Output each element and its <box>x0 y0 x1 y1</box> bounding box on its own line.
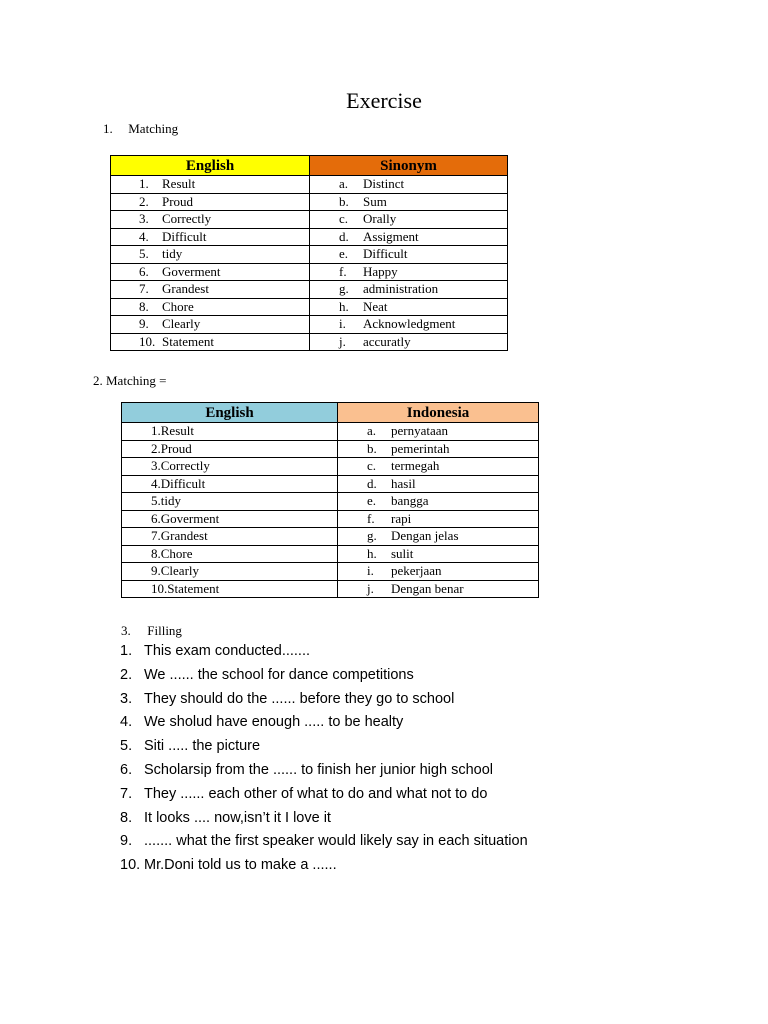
english-word: Difficult <box>162 228 207 244</box>
column-header-indonesia: Indonesia <box>338 403 539 423</box>
option-letter: c. <box>339 211 349 227</box>
english-word: Goverment <box>162 263 221 279</box>
item-number: 7. <box>120 785 133 802</box>
item-text: Scholarsip from the ...... to finish her junior high school <box>144 761 493 778</box>
english-word-cell <box>111 263 310 281</box>
item-number: 2. <box>139 193 149 209</box>
option-letter: i. <box>367 563 374 579</box>
synonym-word: Distinct <box>363 176 405 192</box>
table-row <box>111 176 508 194</box>
column-header-english: English <box>122 403 338 423</box>
table-row <box>122 475 539 493</box>
list-item <box>120 689 528 713</box>
item-number: 4. <box>139 228 149 244</box>
synonym-cell <box>310 316 508 334</box>
indonesian-cell <box>338 563 539 581</box>
english-word-cell <box>111 316 310 334</box>
option-letter: g. <box>367 528 377 544</box>
table-row <box>122 563 539 581</box>
list-item <box>120 641 528 665</box>
synonym-word: accuratly <box>363 333 411 349</box>
table-row <box>111 211 508 229</box>
page-title: Exercise <box>346 88 422 113</box>
option-letter: a. <box>339 176 349 192</box>
table-row <box>122 528 539 546</box>
option-letter: j. <box>367 580 374 596</box>
item-text: It looks .... now,isn’t it I love it <box>144 809 331 826</box>
item-number: 3. <box>120 690 133 707</box>
table-row <box>111 333 508 351</box>
english-word-cell <box>122 545 338 563</box>
english-word-cell <box>122 493 338 511</box>
table-row <box>122 493 539 511</box>
list-item <box>120 784 528 808</box>
item-number: 10. <box>120 857 141 874</box>
english-word: Proud <box>162 193 194 209</box>
english-word: tidy <box>162 246 183 262</box>
option-letter: d. <box>367 475 377 491</box>
item-text: Siti ..... the picture <box>144 738 261 755</box>
indonesian-cell <box>338 475 539 493</box>
table-row <box>111 263 508 281</box>
option-letter: h. <box>339 298 349 314</box>
item-text: This exam conducted....... <box>144 643 311 659</box>
indonesian-cell <box>338 440 539 458</box>
section-3-title: Filling <box>147 623 182 638</box>
item-text: We ...... the school for dance competitions <box>144 666 414 683</box>
option-letter: e. <box>367 493 377 509</box>
table-row <box>111 281 508 299</box>
translation-matching-table <box>121 402 539 598</box>
synonym-matching-table <box>110 155 508 351</box>
table-row <box>111 298 508 316</box>
list-item <box>120 665 528 689</box>
option-letter: b. <box>339 193 349 209</box>
english-word-cell <box>122 475 338 493</box>
list-item <box>120 808 528 832</box>
english-word: 7.Grandest <box>151 528 208 544</box>
filling-list <box>120 641 528 879</box>
indonesian-word: rapi <box>391 510 412 526</box>
option-letter: h. <box>367 545 377 561</box>
table-row <box>122 510 539 528</box>
section-1-number: 1. <box>103 121 113 136</box>
english-word-cell <box>122 458 338 476</box>
synonym-cell <box>310 263 508 281</box>
item-number: 7. <box>139 281 149 297</box>
english-word: 6.Goverment <box>151 510 220 526</box>
synonym-cell <box>310 193 508 211</box>
indonesian-word: hasil <box>391 475 416 491</box>
english-word: 2.Proud <box>151 440 192 456</box>
item-number: 8. <box>139 298 149 314</box>
table-row <box>122 545 539 563</box>
list-item <box>120 736 528 760</box>
item-text: Mr.Doni told us to make a ...... <box>144 857 337 874</box>
english-word: 8.Chore <box>151 545 193 561</box>
english-word-cell <box>111 211 310 229</box>
indonesian-word: Dengan jelas <box>391 528 459 544</box>
option-letter: f. <box>367 510 375 526</box>
option-letter: a. <box>367 423 377 439</box>
english-word: Clearly <box>162 316 201 332</box>
synonym-cell <box>310 176 508 194</box>
indonesian-cell <box>338 493 539 511</box>
english-word-cell <box>111 176 310 194</box>
option-letter: c. <box>367 458 377 474</box>
option-letter: i. <box>339 316 346 332</box>
item-number: 1. <box>120 643 133 659</box>
indonesian-word: pernyataan <box>391 423 449 439</box>
english-word-cell <box>111 193 310 211</box>
synonym-word: administration <box>363 281 439 297</box>
section-1-heading <box>103 121 178 137</box>
section-2-heading: 2. Matching = <box>93 373 167 388</box>
english-word-cell <box>111 246 310 264</box>
option-letter: g. <box>339 281 349 297</box>
indonesian-cell <box>338 510 539 528</box>
item-number: 9. <box>139 316 149 332</box>
table-row <box>122 580 539 598</box>
item-number: 8. <box>120 809 133 826</box>
synonym-word: Orally <box>363 211 397 227</box>
english-word: 1.Result <box>151 423 194 439</box>
english-word-cell <box>122 423 338 441</box>
option-letter: d. <box>339 228 349 244</box>
table-row <box>122 423 539 441</box>
english-word: Result <box>162 176 196 192</box>
item-number: 3. <box>139 211 149 227</box>
english-word: Grandest <box>162 281 209 297</box>
section-3-heading <box>121 623 182 639</box>
table-row <box>122 440 539 458</box>
indonesian-word: pekerjaan <box>391 563 442 579</box>
synonym-word: Sum <box>363 193 387 209</box>
english-word-cell <box>122 563 338 581</box>
table-row <box>111 228 508 246</box>
section-1-title: Matching <box>128 121 179 136</box>
item-number: 5. <box>139 246 149 262</box>
english-word: 5.tidy <box>151 493 181 509</box>
synonym-cell <box>310 333 508 351</box>
english-word-cell <box>111 333 310 351</box>
english-word-cell <box>111 228 310 246</box>
english-word: 9.Clearly <box>151 563 200 579</box>
item-number: 2. <box>120 666 133 683</box>
option-letter: f. <box>339 263 347 279</box>
table-row <box>111 193 508 211</box>
english-word-cell <box>111 281 310 299</box>
item-text: They ...... each other of what to do and what not to do <box>144 785 488 802</box>
option-letter: j. <box>339 333 346 349</box>
synonym-cell <box>310 246 508 264</box>
option-letter: b. <box>367 440 377 456</box>
synonym-word: Acknowledgment <box>363 316 456 332</box>
indonesian-word: pemerintah <box>391 440 450 456</box>
item-number: 10. <box>139 333 156 349</box>
item-number: 5. <box>120 738 133 755</box>
english-word: 10.Statement <box>151 580 220 596</box>
indonesian-word: bangga <box>391 493 429 509</box>
synonym-word: Neat <box>363 298 388 314</box>
item-number: 6. <box>120 761 133 778</box>
table-row <box>122 458 539 476</box>
synonym-cell <box>310 211 508 229</box>
english-word-cell <box>122 510 338 528</box>
indonesian-word: sulit <box>391 545 414 561</box>
list-item <box>120 855 528 879</box>
indonesian-word: termegah <box>391 458 440 474</box>
english-word-cell <box>122 528 338 546</box>
indonesian-cell <box>338 423 539 441</box>
list-item <box>120 712 528 736</box>
column-header-english: English <box>111 156 310 176</box>
item-text: ....... what the first speaker would likely say in each situation <box>144 833 528 850</box>
table-row <box>111 246 508 264</box>
item-number: 4. <box>120 714 133 731</box>
item-text: We sholud have enough ..... to be healty <box>144 714 404 731</box>
item-number: 6. <box>139 263 149 279</box>
synonym-cell <box>310 228 508 246</box>
item-number: 9. <box>120 833 133 850</box>
synonym-word: Assigment <box>363 228 419 244</box>
section-3-number: 3. <box>121 623 131 638</box>
indonesian-cell <box>338 545 539 563</box>
list-item <box>120 760 528 784</box>
list-item <box>120 831 528 855</box>
indonesian-cell <box>338 458 539 476</box>
english-word: Correctly <box>162 211 212 227</box>
indonesian-cell <box>338 580 539 598</box>
item-number: 1. <box>139 176 149 192</box>
synonym-word: Happy <box>363 263 398 279</box>
option-letter: e. <box>339 246 349 262</box>
synonym-cell <box>310 281 508 299</box>
column-header-sinonym: Sinonym <box>310 156 508 176</box>
item-text: They should do the ...... before they go to school <box>144 690 455 707</box>
synonym-word: Difficult <box>363 246 408 262</box>
english-word-cell <box>122 440 338 458</box>
english-word: Statement <box>162 333 214 349</box>
english-word-cell <box>111 298 310 316</box>
indonesian-cell <box>338 528 539 546</box>
indonesian-word: Dengan benar <box>391 580 464 596</box>
english-word: 3.Correctly <box>151 458 210 474</box>
english-word: 4.Difficult <box>151 475 206 491</box>
table-row <box>111 316 508 334</box>
english-word-cell <box>122 580 338 598</box>
synonym-cell <box>310 298 508 316</box>
english-word: Chore <box>162 298 194 314</box>
